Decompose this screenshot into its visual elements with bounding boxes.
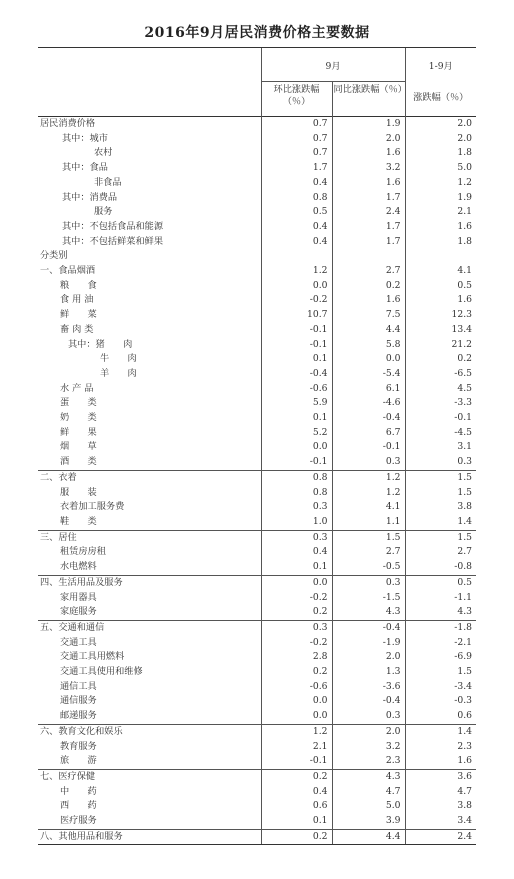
row-label: 鲜 菜 [60, 309, 97, 321]
row-yoy-value: 7.5 [332, 308, 405, 323]
row-label: 家庭服务 [60, 606, 97, 618]
table-row [38, 279, 476, 294]
row-ytd-value: 1.6 [405, 220, 476, 235]
row-mom-value: 0.2 [261, 605, 332, 620]
row-yoy-value: 0.2 [332, 279, 405, 294]
row-mom-value: -0.1 [261, 338, 332, 353]
row-ytd-value: 2.0 [405, 117, 476, 132]
row-mom-value: 0.3 [261, 500, 332, 515]
row-label: 交通工具用燃料 [60, 651, 125, 663]
row-mom-value: 0.7 [261, 146, 332, 161]
row-yoy-value: 1.2 [332, 470, 405, 485]
row-ytd-value: -6.9 [405, 650, 476, 665]
row-mom-value: 0.1 [261, 560, 332, 575]
row-mom-value: 1.2 [261, 724, 332, 739]
row-label: 农村 [94, 147, 113, 159]
row-yoy-value: 1.6 [332, 146, 405, 161]
row-label: 水电燃料 [60, 561, 97, 573]
row-ytd-value: 0.2 [405, 352, 476, 367]
row-mom-value: 5.9 [261, 396, 332, 411]
row-label: 其中：猪 肉 [68, 338, 133, 350]
row-yoy-value: 4.7 [332, 785, 405, 800]
row-ytd-value: -0.8 [405, 560, 476, 575]
row-label: 二、衣着 [38, 470, 261, 485]
row-ytd-value: 2.1 [405, 205, 476, 220]
row-mom-value: -0.2 [261, 636, 332, 651]
row-yoy-value: 2.0 [332, 650, 405, 665]
row-mom-value: 0.4 [261, 785, 332, 800]
page-title: 2016年9月居民消费价格主要数据 [144, 25, 370, 41]
row-mom-value: 0.0 [261, 440, 332, 455]
row-yoy-value: -4.6 [332, 396, 405, 411]
row-yoy-value: 1.3 [332, 665, 405, 680]
row-label: 鲜 果 [60, 426, 97, 438]
row-label: 羊 肉 [100, 367, 137, 379]
row-label: 其中：不包括鲜菜和鲜果 [62, 235, 164, 247]
row-mom-value: 0.7 [261, 132, 332, 147]
row-mom-value: 0.8 [261, 470, 332, 485]
row-ytd-value: 4.1 [405, 264, 476, 279]
header-ytd-group: 1-9月 [405, 48, 476, 82]
row-ytd-value: -6.5 [405, 367, 476, 382]
row-ytd-value: 2.3 [405, 740, 476, 755]
row-mom-value: 2.8 [261, 650, 332, 665]
header-row-groups [38, 48, 476, 82]
row-label: 畜 肉 类 [60, 323, 94, 335]
row-yoy-value: 5.0 [332, 799, 405, 814]
row-label: 邮递服务 [60, 710, 97, 722]
table-row [38, 650, 476, 665]
row-ytd-value: 2.4 [405, 829, 476, 845]
row-yoy-value: -0.5 [332, 560, 405, 575]
table-row [38, 205, 476, 220]
row-ytd-value: 1.6 [405, 293, 476, 308]
row-yoy-value: 0.3 [332, 575, 405, 590]
table-row [38, 709, 476, 724]
row-mom-value: 10.7 [261, 308, 332, 323]
row-ytd-value: 1.4 [405, 515, 476, 530]
table-row [38, 560, 476, 575]
row-ytd-value: 0.5 [405, 279, 476, 294]
row-label: 蛋 类 [60, 397, 97, 409]
table-row [38, 161, 476, 176]
row-label: 分类别 [40, 250, 68, 262]
table-row [38, 367, 476, 382]
row-mom-value: -0.2 [261, 591, 332, 606]
row-yoy-value: 3.2 [332, 161, 405, 176]
row-mom-value: 0.0 [261, 575, 332, 590]
row-ytd-value: 3.6 [405, 769, 476, 784]
table-row [38, 132, 476, 147]
row-yoy-value: 4.4 [332, 829, 405, 845]
row-yoy-value: 1.6 [332, 293, 405, 308]
table-row [38, 575, 476, 590]
table-row [38, 264, 476, 279]
row-yoy-value: -0.4 [332, 411, 405, 426]
row-label: 衣着加工服务费 [60, 501, 125, 513]
table-row [38, 382, 476, 397]
row-yoy-value: 1.5 [332, 530, 405, 545]
table-row [38, 455, 476, 470]
row-label: 牛 肉 [100, 353, 137, 365]
row-label: 医疗服务 [60, 815, 97, 827]
table-row [38, 694, 476, 709]
row-mom-value: -0.1 [261, 754, 332, 769]
row-yoy-value: 0.0 [332, 352, 405, 367]
row-yoy-value: -3.6 [332, 680, 405, 695]
row-ytd-value: 5.0 [405, 161, 476, 176]
row-ytd-value: 4.5 [405, 382, 476, 397]
row-mom-value: 1.0 [261, 515, 332, 530]
row-label: 水 产 品 [60, 382, 94, 394]
row-ytd-value: 2.0 [405, 132, 476, 147]
row-mom-value: 2.1 [261, 740, 332, 755]
row-ytd-value: 1.5 [405, 530, 476, 545]
row-label: 烟 草 [60, 441, 97, 453]
row-yoy-value: -0.4 [332, 620, 405, 635]
table-body [38, 117, 476, 845]
row-yoy-value: -0.4 [332, 694, 405, 709]
table-row [38, 220, 476, 235]
row-label: 服务 [94, 206, 113, 218]
row-ytd-value: 1.5 [405, 470, 476, 485]
row-ytd-value: 1.4 [405, 724, 476, 739]
row-mom-value: 0.4 [261, 235, 332, 250]
row-yoy-value: -5.4 [332, 367, 405, 382]
header-blank [38, 48, 261, 82]
table-row [38, 500, 476, 515]
row-ytd-value: 1.8 [405, 235, 476, 250]
row-mom-value: -0.1 [261, 455, 332, 470]
row-yoy-value: 0.3 [332, 709, 405, 724]
table-row [38, 411, 476, 426]
row-label: 食 用 油 [60, 294, 94, 306]
row-yoy-value: 2.0 [332, 132, 405, 147]
row-label: 鞋 类 [60, 515, 97, 527]
table-row [38, 117, 476, 132]
row-mom-value: 0.0 [261, 694, 332, 709]
table-row [38, 323, 476, 338]
row-yoy-value: 1.6 [332, 176, 405, 191]
row-mom-value: 0.6 [261, 799, 332, 814]
row-label: 粮 食 [60, 279, 97, 291]
row-ytd-value: 4.7 [405, 785, 476, 800]
table-row [38, 636, 476, 651]
row-mom-value: 0.1 [261, 352, 332, 367]
row-yoy-value: 3.2 [332, 740, 405, 755]
row-label: 教育服务 [60, 740, 97, 752]
table-row [38, 235, 476, 250]
row-ytd-value: 4.3 [405, 605, 476, 620]
row-yoy-value: 1.7 [332, 220, 405, 235]
table-row [38, 829, 476, 845]
row-ytd-value: -1.8 [405, 620, 476, 635]
row-yoy-value: 1.9 [332, 117, 405, 132]
row-label: 五、交通和通信 [38, 620, 261, 635]
row-yoy-value: 2.0 [332, 724, 405, 739]
row-ytd-value: 1.8 [405, 146, 476, 161]
row-label: 其中：消费品 [62, 191, 118, 203]
row-yoy-value: 4.1 [332, 500, 405, 515]
table-row [38, 605, 476, 620]
row-label: 旅 游 [60, 755, 97, 767]
row-mom-value: 0.2 [261, 665, 332, 680]
row-ytd-value: 13.4 [405, 323, 476, 338]
row-ytd-value: 0.5 [405, 575, 476, 590]
row-ytd-value: 1.5 [405, 665, 476, 680]
row-ytd-value: 21.2 [405, 338, 476, 353]
row-mom-value: 0.1 [261, 411, 332, 426]
row-yoy-value: 6.7 [332, 426, 405, 441]
row-ytd-value: 3.1 [405, 440, 476, 455]
row-yoy-value: 1.2 [332, 486, 405, 501]
row-label: 通信服务 [60, 695, 97, 707]
row-ytd-value: 3.4 [405, 814, 476, 829]
table-row [38, 785, 476, 800]
row-ytd-value: -3.3 [405, 396, 476, 411]
row-mom-value: 0.4 [261, 545, 332, 560]
row-ytd-value: -2.1 [405, 636, 476, 651]
row-ytd-value: 2.7 [405, 545, 476, 560]
row-yoy-value: -1.5 [332, 591, 405, 606]
row-yoy-value: -1.9 [332, 636, 405, 651]
row-label: 奶 类 [60, 412, 97, 424]
row-yoy-value: 1.7 [332, 191, 405, 206]
row-label: 交通工具 [60, 636, 97, 648]
row-ytd-value: 0.6 [405, 709, 476, 724]
table-row [38, 396, 476, 411]
row-ytd-value: -1.1 [405, 591, 476, 606]
row-ytd-value: 12.3 [405, 308, 476, 323]
table-row [38, 440, 476, 455]
row-yoy-value: 2.3 [332, 754, 405, 769]
row-mom-value: 0.8 [261, 191, 332, 206]
row-label: 七、医疗保健 [38, 769, 261, 784]
row-label: 交通工具使用和维修 [60, 666, 143, 678]
row-yoy-value: 1.1 [332, 515, 405, 530]
row-mom-value: -0.6 [261, 382, 332, 397]
row-label: 三、居住 [38, 530, 261, 545]
row-yoy-value: -0.1 [332, 440, 405, 455]
row-yoy-value: 2.7 [332, 264, 405, 279]
row-label: 四、生活用品及服务 [38, 575, 261, 590]
table-row [38, 814, 476, 829]
row-mom-value: -0.6 [261, 680, 332, 695]
row-yoy-value: 6.1 [332, 382, 405, 397]
row-label: 服 装 [60, 486, 97, 498]
row-ytd-value: 3.8 [405, 799, 476, 814]
row-yoy-value: 1.7 [332, 235, 405, 250]
row-label: 八、其他用品和服务 [38, 829, 261, 845]
table-row [38, 769, 476, 784]
row-mom-value: 0.2 [261, 829, 332, 845]
row-mom-value: 0.3 [261, 530, 332, 545]
table-row [38, 545, 476, 560]
row-label: 西 药 [60, 800, 97, 812]
row-mom-value [261, 249, 332, 264]
row-mom-value: 0.0 [261, 279, 332, 294]
row-yoy-value: 0.3 [332, 455, 405, 470]
row-ytd-value: -4.5 [405, 426, 476, 441]
row-mom-value: 0.4 [261, 176, 332, 191]
row-yoy-value: 3.9 [332, 814, 405, 829]
row-yoy-value: 4.3 [332, 769, 405, 784]
row-mom-value: 0.3 [261, 620, 332, 635]
row-mom-value: 0.0 [261, 709, 332, 724]
table-row [38, 249, 476, 264]
table-row [38, 680, 476, 695]
row-ytd-value: 0.3 [405, 455, 476, 470]
table-row [38, 530, 476, 545]
row-yoy-value: 5.8 [332, 338, 405, 353]
table-row [38, 470, 476, 485]
table-row [38, 754, 476, 769]
table-row [38, 515, 476, 530]
row-mom-value: -0.1 [261, 323, 332, 338]
table-row [38, 799, 476, 814]
header-ytd: 涨跌幅（％） [405, 82, 476, 117]
row-mom-value: -0.2 [261, 293, 332, 308]
table-row [38, 308, 476, 323]
row-label: 非食品 [94, 176, 122, 188]
table-row [38, 176, 476, 191]
row-yoy-value: 2.4 [332, 205, 405, 220]
row-label: 其中：食品 [62, 162, 108, 174]
row-label: 六、教育文化和娱乐 [38, 724, 261, 739]
row-ytd-value: -0.1 [405, 411, 476, 426]
header-row-columns [38, 82, 476, 117]
table-row [38, 426, 476, 441]
row-ytd-value: 1.5 [405, 486, 476, 501]
table-row [38, 486, 476, 501]
row-mom-value: 1.2 [261, 264, 332, 279]
row-mom-value: 0.7 [261, 117, 332, 132]
row-yoy-value: 2.7 [332, 545, 405, 560]
row-ytd-value: -3.4 [405, 680, 476, 695]
table-row [38, 591, 476, 606]
row-mom-value: 0.5 [261, 205, 332, 220]
table-row [38, 338, 476, 353]
table-row [38, 352, 476, 367]
row-label: 酒 类 [60, 456, 97, 468]
row-label: 租赁房房租 [60, 546, 106, 558]
row-label: 居民消费价格 [40, 118, 96, 129]
table-row [38, 191, 476, 206]
row-ytd-value [405, 249, 476, 264]
row-label: 通信工具 [60, 680, 97, 692]
row-mom-value: 0.4 [261, 220, 332, 235]
table-row [38, 620, 476, 635]
cpi-table [38, 47, 476, 845]
header-month-group: 9月 [261, 48, 405, 82]
row-ytd-value: 1.2 [405, 176, 476, 191]
row-ytd-value: 3.8 [405, 500, 476, 515]
header-blank-2 [38, 82, 261, 117]
row-label: 其中：城市 [62, 132, 108, 144]
row-yoy-value [332, 249, 405, 264]
table-row [38, 293, 476, 308]
row-mom-value: 5.2 [261, 426, 332, 441]
row-mom-value: 1.7 [261, 161, 332, 176]
row-label: 其中：不包括食品和能源 [62, 220, 164, 232]
header-yoy: 同比涨跌幅（％） [332, 82, 405, 117]
table-row [38, 665, 476, 680]
row-mom-value: 0.1 [261, 814, 332, 829]
row-mom-value: 0.2 [261, 769, 332, 784]
row-label: 一、食品烟酒 [40, 265, 96, 277]
table-row [38, 146, 476, 161]
table-row [38, 740, 476, 755]
row-label: 中 药 [60, 785, 97, 797]
row-mom-value: -0.4 [261, 367, 332, 382]
row-yoy-value: 4.3 [332, 605, 405, 620]
row-mom-value: 0.8 [261, 486, 332, 501]
row-label: 家用器具 [60, 591, 97, 603]
row-ytd-value: 1.9 [405, 191, 476, 206]
table-row [38, 724, 476, 739]
row-ytd-value: -0.3 [405, 694, 476, 709]
row-yoy-value: 4.4 [332, 323, 405, 338]
header-mom: 环比涨跌幅（％） [261, 82, 332, 117]
row-ytd-value: 1.6 [405, 754, 476, 769]
